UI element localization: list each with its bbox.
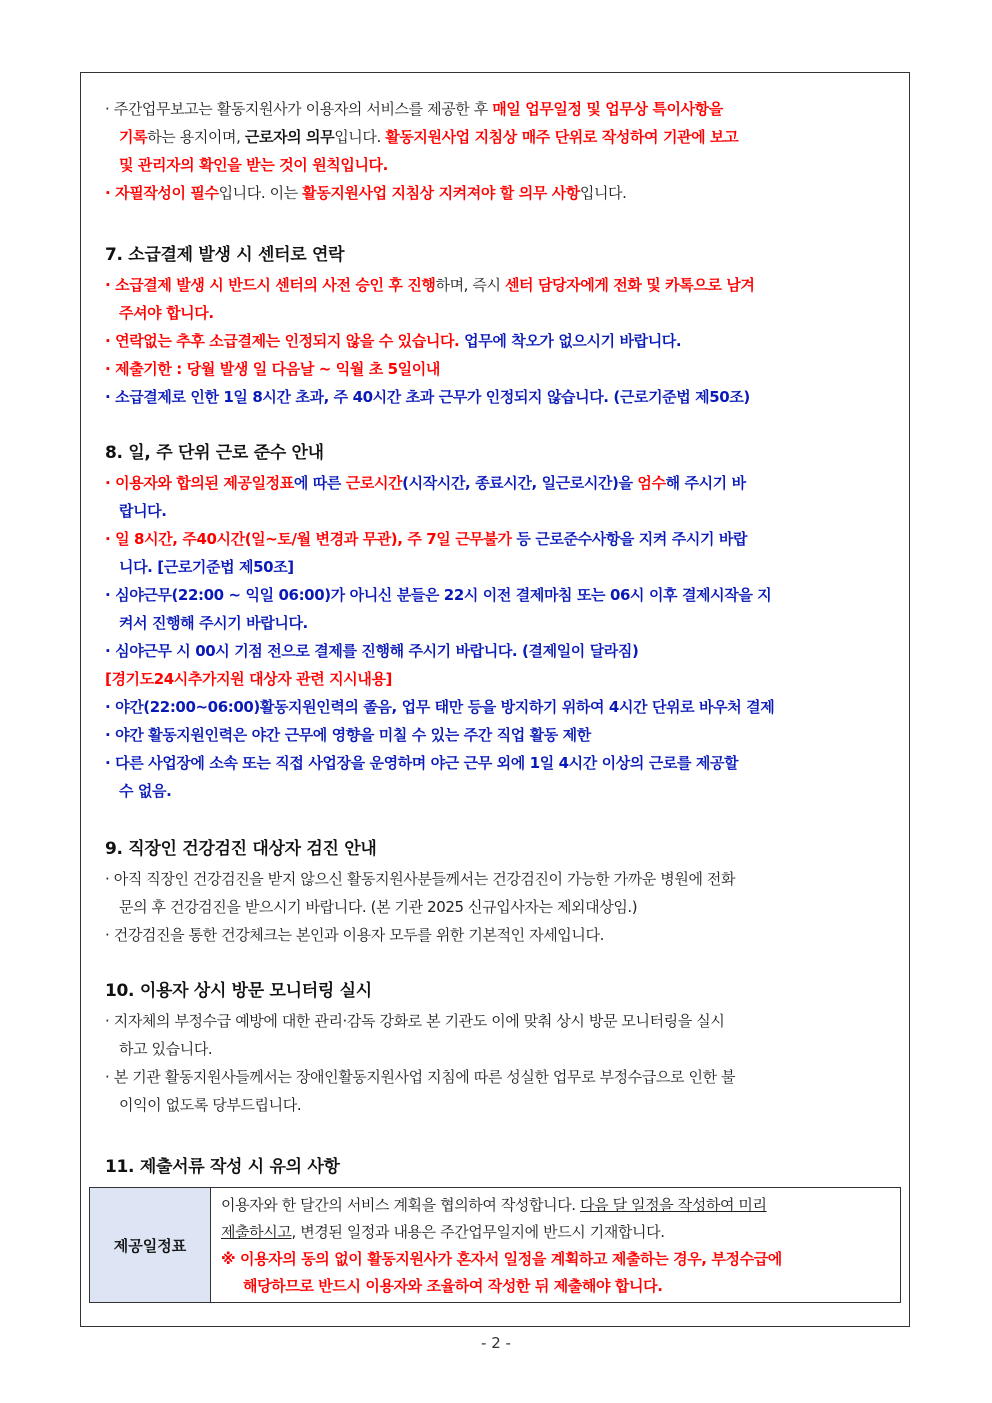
s8-bullet-blue: 에 따른: [293, 474, 346, 492]
intro-red-text: 활동지원사업 지침상 지켜져야 할 의무 사항: [302, 184, 580, 202]
intro-text: 입니다. 이는: [218, 184, 303, 202]
s10-bullet-text: 이익이 없도록 당부드립니다.: [119, 1096, 302, 1114]
s7-bullet-text: 하며, 즉시: [435, 276, 505, 294]
s8-bullet-blue: · 심야근무 시 00시 기점 전으로 결제를 진행해 주시기 바랍니다. (결제일이 달라짐): [105, 642, 639, 660]
s8-bullet-red: · 일 8시간, 주40시간(일~토/월 변경과 무관), 주 7일 근무불가: [105, 530, 512, 548]
section-9-title: 9. 직장인 건강검진 대상자 검진 안내: [105, 839, 377, 859]
intro-red-text: 매일 업무일정 및 업무상 특이사항을: [492, 100, 723, 118]
s8-bullet-blue: · 다른 사업장에 소속 또는 직접 사업장을 운영하며 야근 근무 외에 1일 4시간 이상의 근로를 제공할: [105, 754, 739, 772]
s10-bullet-text: · 본 기관 활동지원사들께서는 장애인활동지원사업 지침에 따른 성실한 업무로 부정수급으로 인한 불: [105, 1068, 736, 1086]
s8-bullet-blue: 수 없음.: [119, 782, 172, 800]
s10-bullet-text: 하고 있습니다.: [119, 1040, 213, 1058]
section-7-title: 7. 소급결제 발생 시 센터로 연락: [105, 245, 345, 265]
section-8-body: [105, 469, 885, 805]
s9-bullet-text: · 건강검진을 통한 건강체크는 본인과 이용자 모두를 위한 기본적인 자세입니다.: [105, 926, 604, 944]
s8-bullet-red: 엄수: [637, 474, 666, 492]
s7-bullet-red: 센터 담당자에게 전화 및 카톡으로 남겨: [504, 276, 755, 294]
section-8-title: 8. 일, 주 단위 근로 준수 안내: [105, 443, 324, 463]
schedule-notice-table: [89, 1187, 901, 1303]
table-label-cell: 제공일정표: [90, 1188, 211, 1302]
s8-bullet-blue: 랍니다.: [119, 502, 167, 520]
s10-bullet-text: · 지자체의 부정수급 예방에 대한 관리·감독 강화로 본 기관도 이에 맞춰 상시 방문 모니터링을 실시: [105, 1012, 725, 1030]
page-number: - 2 -: [481, 1334, 511, 1352]
section-10-title: 10. 이용자 상시 방문 모니터링 실시: [105, 981, 372, 1001]
s8-subheading: [경기도24시추가지원 대상자 관련 지시내용]: [105, 670, 392, 688]
table-text: 이용자와 한 달간의 서비스 계획을 협의하여 작성합니다.: [221, 1196, 581, 1214]
table-text: , 변경된 일정과 내용은 주간업무일지에 반드시 기재합니다.: [291, 1223, 665, 1241]
s7-deadline: · 제출기한 : 당월 발생 일 다음날 ~ 익월 초 5일이내: [105, 360, 440, 378]
s8-bullet-blue: · 야간 활동지원인력은 야간 근무에 영향을 미칠 수 있는 주간 직업 활동 제한: [105, 726, 591, 744]
intro-red-text: 활동지원사업 지침상 매주 단위로 작성하여 기관에 보고: [385, 128, 739, 146]
intro-text: 하는 용지이며,: [147, 128, 245, 146]
intro-red-text: 기록: [119, 128, 148, 146]
intro-text: 입니다.: [334, 128, 386, 146]
intro-paragraph-1: [105, 95, 885, 179]
table-underlined-text: 제출하시고: [221, 1223, 292, 1241]
table-warning-text: 해당하므로 반드시 이용자와 조율하여 작성한 뒤 제출해야 합니다.: [243, 1277, 663, 1295]
section-7-body: [105, 271, 885, 411]
table-underlined-text: 다음 달 일정을 작성하여 미리: [580, 1196, 767, 1214]
s7-bullet-red: · 연락없는 추후 소급결제는 인정되지 않을 수 있습니다.: [105, 332, 465, 350]
s7-bullet-blue: · 소급결제로 인한 1일 8시간 초과, 주 40시간 초과 근무가 인정되지 않습니다. (근로기준법 제50조): [105, 388, 750, 406]
s8-bullet-blue: 등 근로준수사항을 지켜 주시기 바랍: [511, 530, 748, 548]
intro-paragraph-2: [105, 179, 885, 207]
s7-bullet-blue: 업무에 착오가 없으시기 바랍니다.: [464, 332, 682, 350]
intro-red-text: · 자필작성이 필수: [105, 184, 219, 202]
s8-bullet-blue: · 야간(22:00~06:00)활동지원인력의 졸음, 업무 태만 등을 방지하기 위하여 4시간 단위로 바우처 결제: [105, 698, 775, 716]
s9-bullet-text: 문의 후 건강검진을 받으시기 바랍니다. (본 기관 2025 신규입사자는 제외대상임.): [119, 898, 638, 916]
s8-bullet-blue: 해 주시기 바: [665, 474, 746, 492]
s8-bullet-red: · 이용자와 합의된 제공일정표: [105, 474, 294, 492]
section-9-body: [105, 865, 885, 949]
s7-bullet-red: 주셔야 합니다.: [119, 304, 214, 322]
s8-bullet-blue: 켜서 진행해 주시기 바랍니다.: [119, 614, 308, 632]
s9-bullet-text: · 아직 직장인 건강검진을 받지 않으신 활동지원사분들께서는 건강검진이 가능한 가까운 병원에 전화: [105, 870, 736, 888]
section-11-title: 11. 제출서류 작성 시 유의 사항: [105, 1157, 340, 1177]
intro-text: · 주간업무보고는 활동지원사가 이용자의 서비스를 제공한 후: [105, 100, 493, 118]
section-10-body: [105, 1007, 885, 1119]
s8-bullet-blue: (시작시간, 종료시간, 일근로시간)을: [402, 474, 638, 492]
s8-bullet-red: 근로시간: [345, 474, 403, 492]
intro-text: 입니다.: [579, 184, 627, 202]
intro-bold-text: 근로자의 의무: [244, 128, 335, 146]
table-content-cell: [211, 1188, 900, 1302]
s8-bullet-blue: 니다. [근로기준법 제50조]: [119, 558, 294, 576]
intro-red-text: 및 관리자의 확인을 받는 것이 원칙입니다.: [119, 156, 388, 174]
table-warning-text: ※ 이용자의 동의 없이 활동지원사가 혼자서 일정을 계획하고 제출하는 경우, 부정수급에: [221, 1250, 782, 1268]
s8-bullet-blue: · 심야근무(22:00 ~ 익일 06:00)가 아니신 분들은 22시 이전 결제마침 또는 06시 이후 결제시작을 지: [105, 586, 772, 604]
s7-bullet-red: · 소급결제 발생 시 반드시 센터의 사전 승인 후 진행: [105, 276, 436, 294]
document-frame: [80, 72, 910, 1327]
